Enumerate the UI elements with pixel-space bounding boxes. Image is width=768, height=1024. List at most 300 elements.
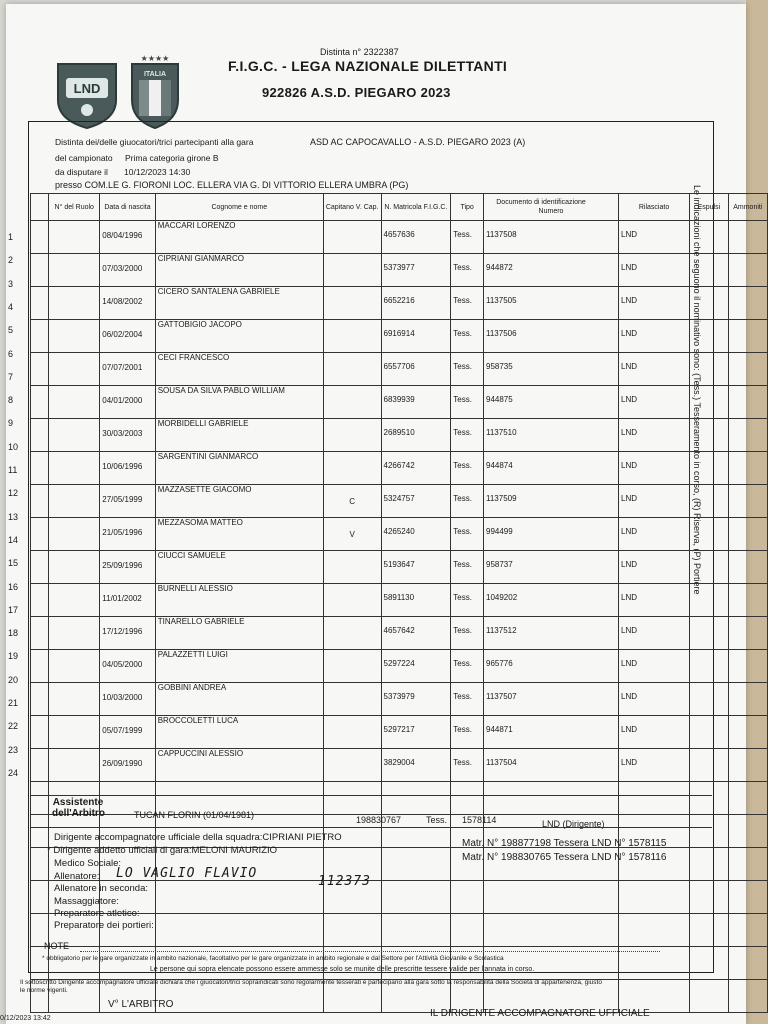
cell-name: GATTOBIGIO JACOPO <box>155 320 323 353</box>
svg-text:★★★★: ★★★★ <box>140 54 170 63</box>
cell-rilasciato: LND <box>619 584 690 617</box>
cell-matricola <box>381 848 451 881</box>
cell-captain <box>323 452 381 485</box>
cell-ruolo <box>49 551 100 584</box>
cell-tipo <box>451 782 484 815</box>
table-row <box>31 254 768 287</box>
note-line <box>80 951 660 952</box>
cell-name: CAPPUCCINI ALESSIO <box>155 749 323 782</box>
cell-captain <box>323 914 381 947</box>
assistant-divider <box>30 827 712 828</box>
row-number: 13 <box>8 511 19 522</box>
cell-tipo: Tess. <box>451 221 484 254</box>
row-number: 15 <box>8 558 19 569</box>
note-persons: Le persone qui sopra elencate possono essere ammesse solo se munite delle prescritte tessere valide per l'annata in corso. <box>150 966 535 973</box>
table-row <box>31 716 768 749</box>
campionato-value: Prima categoria girone B <box>125 153 219 163</box>
cell-name: GOBBINI ANDREA <box>155 683 323 716</box>
cell-matricola: 6839939 <box>381 386 451 419</box>
cell-spacer <box>31 947 49 980</box>
cell-captain: V <box>323 518 381 551</box>
cell-rilasciato: LND <box>619 320 690 353</box>
cell-birth: 05/07/1999 <box>100 716 155 749</box>
matricola-1: Matr. N° 198877198 Tessera LND N° 1578115 <box>462 838 667 849</box>
cell-espulsi <box>690 749 729 782</box>
cell-ruolo <box>49 518 100 551</box>
declaration: Il sottoscritto Dirigente accompagnatore ufficiale dichiara che i giuocatori/trici sopraindicati sono regolarmente tesserati e partecipano alla gara sotto la responsabilità della Società di appartenenza, giusto <box>20 979 602 986</box>
assistant-rilasciato: LND (Dirigente) <box>542 819 605 829</box>
cell-rilasciato: LND <box>619 551 690 584</box>
cell-espulsi <box>690 386 729 419</box>
cell-numero: 1137510 <box>484 419 619 452</box>
cell-captain <box>323 386 381 419</box>
cell-espulsi <box>690 617 729 650</box>
allenatore-handwritten: LO VAGLIO FLAVIO <box>116 866 258 881</box>
cell-name: CIPRIANI GIANMARCO <box>155 254 323 287</box>
cell-matricola <box>381 782 451 815</box>
cell-matricola: 6557706 <box>381 353 451 386</box>
cell-ammoniti <box>728 551 767 584</box>
cell-birth: 04/01/2000 <box>100 386 155 419</box>
cell-numero: 1137505 <box>484 287 619 320</box>
cell-matricola: 5373979 <box>381 683 451 716</box>
cell-spacer <box>31 419 49 452</box>
cell-numero: 965776 <box>484 650 619 683</box>
cell-spacer <box>31 716 49 749</box>
cell-espulsi <box>690 452 729 485</box>
cell-matricola: 5297217 <box>381 716 451 749</box>
cell-spacer <box>31 518 49 551</box>
row-number: 17 <box>8 604 19 615</box>
cell-ammoniti <box>728 584 767 617</box>
allenatore-label: Allenatore: <box>54 871 100 882</box>
venue: presso COM.LE G. FIORONI LOC. ELLERA VIA G. DI VITTORIO ELLERA UMBRA (PG) <box>55 180 409 190</box>
row-number: 24 <box>8 767 19 778</box>
row-number: 21 <box>8 698 19 708</box>
cell-birth: 27/05/1999 <box>100 485 155 518</box>
cell-spacer <box>31 650 49 683</box>
cell-espulsi <box>690 815 729 848</box>
row-number: 12 <box>8 488 19 499</box>
cell-spacer <box>31 848 49 881</box>
cell-ammoniti <box>728 947 767 980</box>
cell-espulsi <box>690 551 729 584</box>
row-number: 1 <box>8 232 14 242</box>
cell-ammoniti <box>728 683 767 716</box>
col-ruolo: N° del Ruolo <box>49 194 100 221</box>
row-number: 3 <box>8 278 14 289</box>
cell-tipo <box>451 881 484 914</box>
col-nome: Cognome e nome <box>155 194 323 221</box>
cell-ruolo <box>49 683 100 716</box>
cell-name: SARGENTINI GIANMARCO <box>155 452 323 485</box>
table-row <box>31 617 768 650</box>
cell-numero: 1137507 <box>484 683 619 716</box>
dirigente-signature-label: IL DIRIGENTE ACCOMPAGNATORE UFFICIALE <box>430 1008 650 1019</box>
cell-matricola: 5891130 <box>381 584 451 617</box>
cell-tipo: Tess. <box>451 287 484 320</box>
cell-spacer <box>31 320 49 353</box>
col-numero <box>484 194 619 221</box>
cell-numero: 994499 <box>484 518 619 551</box>
cell-tipo: Tess. <box>451 716 484 749</box>
cell-rilasciato: LND <box>619 287 690 320</box>
cell-name: CECI FRANCESCO <box>155 353 323 386</box>
row-number: 22 <box>8 721 19 732</box>
table-row <box>31 551 768 584</box>
col-tipo: Tipo <box>451 194 484 221</box>
row-number: 19 <box>8 651 19 662</box>
cell-tipo: Tess. <box>451 419 484 452</box>
allenatore-number-handwritten: 112373 <box>318 874 371 889</box>
cell-name: MAZZASETTE GIACOMO <box>155 485 323 518</box>
row-number: 5 <box>8 325 14 336</box>
cell-ammoniti <box>728 518 767 551</box>
assistant-label-1: Assistente <box>52 797 104 808</box>
row-number: 6 <box>8 348 14 359</box>
cell-spacer <box>31 353 49 386</box>
cell-name: CICERO SANTALENA GABRIELE <box>155 287 323 320</box>
cell-numero: 944872 <box>484 254 619 287</box>
cell-rilasciato: LND <box>619 617 690 650</box>
cell-numero: 1137512 <box>484 617 619 650</box>
cell-captain <box>323 353 381 386</box>
medico-sociale: Medico Sociale: <box>54 858 122 869</box>
cell-tipo: Tess. <box>451 749 484 782</box>
cell-ammoniti <box>728 650 767 683</box>
cell-captain: C <box>323 485 381 518</box>
cell-birth: 08/04/1996 <box>100 221 155 254</box>
cell-captain <box>323 617 381 650</box>
cell-tipo: Tess. <box>451 551 484 584</box>
distinta-number: Distinta n° 2322387 <box>320 47 399 57</box>
cell-tipo: Tess. <box>451 518 484 551</box>
cell-ammoniti <box>728 914 767 947</box>
cell-tipo: Tess. <box>451 485 484 518</box>
cell-name: TINARELLO GABRIELE <box>155 617 323 650</box>
cell-birth: 17/12/1996 <box>100 617 155 650</box>
cell-spacer <box>31 617 49 650</box>
cell-numero: 1137504 <box>484 749 619 782</box>
cell-captain <box>323 320 381 353</box>
col-empty <box>31 194 49 221</box>
row-number: 20 <box>8 674 19 685</box>
cell-spacer <box>31 749 49 782</box>
assistant-name: TUCAN FLORIN (01/04/1981) <box>134 810 255 820</box>
preparatore-portieri: Preparatore dei portieri: <box>54 920 154 931</box>
table-row <box>31 683 768 716</box>
assistant-tipo: Tess. <box>426 815 448 825</box>
cell-name: SOUSA DA SILVA PABLO WILLIAM <box>155 386 323 419</box>
cell-espulsi <box>690 353 729 386</box>
cell-captain <box>323 419 381 452</box>
cell-matricola: 6916914 <box>381 320 451 353</box>
cell-name: MACCARI LORENZO <box>155 221 323 254</box>
cell-espulsi <box>690 518 729 551</box>
cell-ruolo <box>49 419 100 452</box>
assistant-label-2: dell'Arbitro <box>52 808 105 819</box>
cell-birth: 26/09/1990 <box>100 749 155 782</box>
cell-matricola: 6652216 <box>381 287 451 320</box>
cell-ruolo <box>49 254 100 287</box>
cell-matricola: 4265240 <box>381 518 451 551</box>
col-espulsi: Espulsi <box>690 194 729 221</box>
cell-birth: 25/09/1996 <box>100 551 155 584</box>
cell-birth: 21/05/1996 <box>100 518 155 551</box>
cell-captain <box>323 584 381 617</box>
cell-captain <box>323 683 381 716</box>
col-matricola: N. Matricola F.I.G.C. <box>381 194 451 221</box>
row-number: 18 <box>8 628 19 639</box>
cell-ammoniti <box>728 386 767 419</box>
cell-tipo: Tess. <box>451 650 484 683</box>
cell-matricola: 4266742 <box>381 452 451 485</box>
cell-tipo: Tess. <box>451 584 484 617</box>
cell-matricola: 5373977 <box>381 254 451 287</box>
cell-matricola: 3829004 <box>381 749 451 782</box>
cell-ruolo <box>49 485 100 518</box>
cell-ruolo <box>49 320 100 353</box>
cell-numero: 958735 <box>484 353 619 386</box>
cell-numero: 944875 <box>484 386 619 419</box>
row-number: 8 <box>8 395 14 406</box>
cell-espulsi <box>690 782 729 815</box>
cell-spacer <box>31 551 49 584</box>
cell-ammoniti <box>728 353 767 386</box>
matricola-2: Matr. N° 198830765 Tessera LND N° 1578116 <box>462 852 667 863</box>
cell-spacer <box>31 584 49 617</box>
table-row <box>31 221 768 254</box>
cell-matricola: 5193647 <box>381 551 451 584</box>
cell-tipo: Tess. <box>451 353 484 386</box>
cell-captain <box>323 650 381 683</box>
cell-rilasciato <box>619 782 690 815</box>
cell-birth: 07/03/2000 <box>100 254 155 287</box>
row-number: 10 <box>8 441 19 452</box>
note-mandatory: * obbligatorio per le gare organizzate in ambito nazionale, facoltativo per le gare organizzate in ambito regionale e dal Settore per l'Attività Giovanile e Scolastica <box>42 955 504 962</box>
cell-spacer <box>31 815 49 848</box>
cell-numero: 944871 <box>484 716 619 749</box>
cell-ammoniti <box>728 749 767 782</box>
cell-captain <box>323 287 381 320</box>
cell-rilasciato: LND <box>619 254 690 287</box>
cell-rilasciato: LND <box>619 650 690 683</box>
cell-ruolo <box>49 716 100 749</box>
col-numero-label: Numero <box>538 208 564 215</box>
table-row <box>31 518 768 551</box>
italia-logo <box>128 52 182 130</box>
table-row <box>31 287 768 320</box>
cell-matricola: 5324757 <box>381 485 451 518</box>
cell-ammoniti <box>728 320 767 353</box>
cell-numero <box>484 881 619 914</box>
cell-name: BURNELLI ALESSIO <box>155 584 323 617</box>
table-row <box>31 452 768 485</box>
cell-rilasciato: LND <box>619 485 690 518</box>
table-row <box>31 485 768 518</box>
cell-espulsi <box>690 320 729 353</box>
cell-captain <box>323 551 381 584</box>
row-number: 14 <box>8 534 19 545</box>
cell-numero: 1137508 <box>484 221 619 254</box>
campionato-label: del campionato <box>55 153 113 163</box>
cell-tipo: Tess. <box>451 683 484 716</box>
cell-birth: 10/03/2000 <box>100 683 155 716</box>
cell-rilasciato <box>619 914 690 947</box>
cell-rilasciato: LND <box>619 452 690 485</box>
cell-ammoniti <box>728 782 767 815</box>
cell-espulsi <box>690 716 729 749</box>
cell-espulsi <box>690 848 729 881</box>
cell-ammoniti <box>728 848 767 881</box>
cell-spacer <box>31 386 49 419</box>
cell-ruolo <box>49 584 100 617</box>
cell-rilasciato: LND <box>619 353 690 386</box>
cell-birth: 10/06/1996 <box>100 452 155 485</box>
cell-spacer <box>31 683 49 716</box>
cell-tipo <box>451 914 484 947</box>
cell-rilasciato: LND <box>619 419 690 452</box>
cell-numero <box>484 782 619 815</box>
cell-rilasciato: LND <box>619 683 690 716</box>
cell-name: BROCCOLETTI LUCA <box>155 716 323 749</box>
cell-matricola <box>381 914 451 947</box>
cell-ammoniti <box>728 881 767 914</box>
dirigente-accompagnatore: Dirigente accompagnatore ufficiale della squadra:CIPRIANI PIETRO <box>54 832 342 843</box>
lnd-logo-text: LND <box>73 81 101 96</box>
col-documento: Documento di identificazione <box>496 199 586 206</box>
timestamp: 0/12/2023 13:42 <box>0 1015 51 1022</box>
cell-numero: 1049202 <box>484 584 619 617</box>
allenatore-seconda: Allenatore in seconda: <box>54 883 149 894</box>
cell-numero: 1137506 <box>484 320 619 353</box>
cell-ruolo <box>49 287 100 320</box>
cell-rilasciato: LND <box>619 386 690 419</box>
cell-espulsi <box>690 584 729 617</box>
page-title: F.I.G.C. - LEGA NAZIONALE DILETTANTI <box>228 58 508 74</box>
distinta-label: Distinta dei/delle giuocatori/trici partecipanti alla gara <box>55 137 254 147</box>
cell-rilasciato: LND <box>619 221 690 254</box>
cell-captain <box>323 749 381 782</box>
table-row <box>31 584 768 617</box>
note-label: NOTE <box>44 941 70 951</box>
side-legend: Le indicazioni che seguono il nominativo sono: (Tess.) Tesseramento in corso, (R) Riserva, (P) Portiere <box>692 185 702 595</box>
cell-captain <box>323 254 381 287</box>
row-number: 9 <box>8 418 14 429</box>
cell-espulsi <box>690 650 729 683</box>
cell-spacer <box>31 782 49 815</box>
cell-captain <box>323 716 381 749</box>
date-label: da disputare il <box>55 167 108 177</box>
cell-matricola <box>381 881 451 914</box>
cell-ruolo <box>49 386 100 419</box>
cell-matricola: 5297224 <box>381 650 451 683</box>
italia-logo-text: ITALIA <box>143 71 167 78</box>
cell-numero: 958737 <box>484 551 619 584</box>
col-nascita: Data di nascita <box>100 194 155 221</box>
cell-name <box>155 914 323 947</box>
cell-tipo: Tess. <box>451 320 484 353</box>
cell-birth: 06/02/2004 <box>100 320 155 353</box>
row-number: 7 <box>8 371 14 382</box>
cell-matricola: 2689510 <box>381 419 451 452</box>
assistant-label <box>52 797 104 819</box>
col-rilasciato: Rilasciato <box>619 194 690 221</box>
row-number: 4 <box>8 301 14 312</box>
cell-rilasciato <box>619 881 690 914</box>
cell-matricola: 4657642 <box>381 617 451 650</box>
table-row <box>31 419 768 452</box>
cell-rilasciato: LND <box>619 716 690 749</box>
cell-ammoniti <box>728 452 767 485</box>
cell-ammoniti <box>728 254 767 287</box>
cell-espulsi <box>690 683 729 716</box>
cell-name: MEZZASOMA MATTEO <box>155 518 323 551</box>
table-row <box>31 353 768 386</box>
preparatore-atletico: Preparatore atletico: <box>54 908 140 919</box>
cell-espulsi <box>690 914 729 947</box>
cell-espulsi <box>690 947 729 980</box>
cell-espulsi <box>690 287 729 320</box>
cell-birth: 14/08/2002 <box>100 287 155 320</box>
cell-spacer <box>31 287 49 320</box>
dirigente-addetto: * Dirigente addetto ufficiali di gara:MELONI MAURIZIO <box>47 845 278 856</box>
cell-name: PALAZZETTI LUIGI <box>155 650 323 683</box>
cell-ruolo <box>49 650 100 683</box>
col-ammoniti: Ammoniti <box>728 194 767 221</box>
cell-name: CIUCCI SAMUELE <box>155 551 323 584</box>
cell-birth: 11/01/2002 <box>100 584 155 617</box>
cell-spacer <box>31 221 49 254</box>
cell-ammoniti <box>728 617 767 650</box>
team-subtitle: 922826 A.S.D. PIEGARO 2023 <box>262 85 451 100</box>
row-number: 23 <box>8 744 19 755</box>
cell-numero: 944874 <box>484 452 619 485</box>
row-number: 11 <box>8 465 18 475</box>
cell-numero <box>484 914 619 947</box>
cell-ruolo <box>49 452 100 485</box>
cell-ammoniti <box>728 221 767 254</box>
cell-tipo: Tess. <box>451 254 484 287</box>
table-row <box>31 320 768 353</box>
cell-espulsi <box>690 881 729 914</box>
cell-birth: 04/05/2000 <box>100 650 155 683</box>
cell-espulsi <box>690 254 729 287</box>
cell-rilasciato: LND <box>619 518 690 551</box>
table-row <box>31 749 768 782</box>
col-capitano: Capitano V. Cap. <box>323 194 381 221</box>
cell-tipo: Tess. <box>451 452 484 485</box>
cell-ruolo <box>49 221 100 254</box>
massaggiatore: Massaggiatore: <box>54 896 119 907</box>
cell-tipo: Tess. <box>451 386 484 419</box>
cell-espulsi <box>690 221 729 254</box>
assistant-matricola: 198830767 <box>356 815 402 825</box>
row-number: 16 <box>8 581 19 592</box>
cell-spacer <box>31 485 49 518</box>
assistant-numero: 1578114 <box>462 815 497 825</box>
cell-ruolo <box>49 617 100 650</box>
cell-matricola: 4657636 <box>381 221 451 254</box>
lnd-logo <box>54 60 120 130</box>
cell-spacer <box>31 254 49 287</box>
cell-ammoniti <box>728 815 767 848</box>
cell-ammoniti <box>728 485 767 518</box>
cell-birth: 30/03/2003 <box>100 419 155 452</box>
cell-tipo: Tess. <box>451 617 484 650</box>
table-row <box>31 386 768 419</box>
cell-rilasciato: LND <box>619 749 690 782</box>
